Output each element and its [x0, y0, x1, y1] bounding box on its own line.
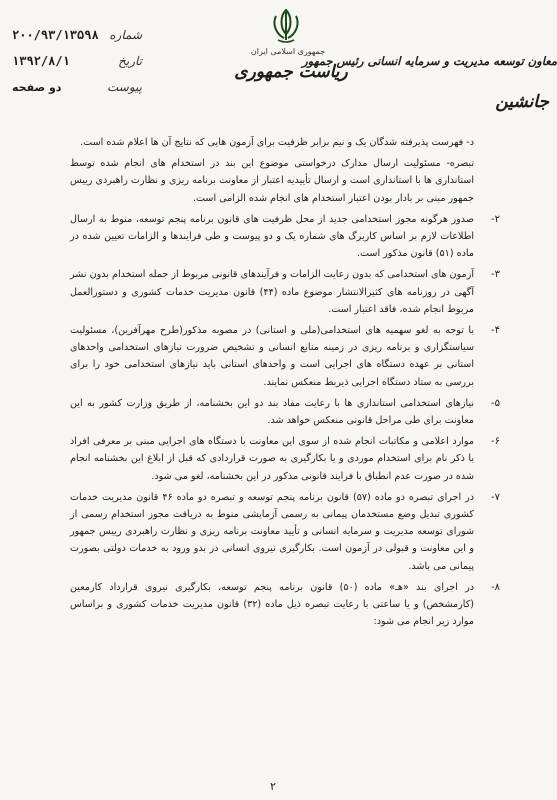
number-label: شماره: [109, 28, 142, 42]
date-value: ۱۳۹۲/۸/۱: [12, 54, 70, 68]
attachment-row: [12, 74, 142, 100]
paragraph: [70, 579, 500, 631]
paragraph: [70, 322, 500, 391]
paragraph: [70, 134, 500, 151]
paragraph-number: ۷-: [491, 491, 500, 503]
office-title: معاون توسعه مدیریت و سرمایه انسانی رئیس جمهور: [302, 54, 557, 68]
paragraph-number: [474, 134, 500, 151]
letter-meta: [12, 22, 142, 100]
paragraph: [70, 433, 500, 485]
paragraph-number: ۵-: [491, 397, 500, 409]
paragraph-number: ۳-: [491, 269, 500, 281]
paragraph: [70, 395, 500, 429]
paragraph: [70, 489, 500, 575]
paragraph: [70, 155, 500, 207]
paragraph-text: در اجرای بند «هـ» ماده (۵۰) قانون برنامه پنجم توسعه، بکارگیری نیروی قرارداد کارمعین (کارمشخص) و یا ساعتی با رعایت تبصره ذیل ماده (۳۲) قانون مدیریت خدمات کشوری و براساس موارد زیر انجام می شود:: [70, 581, 475, 628]
paragraph-text: آزمون های استخدامی که بدون رعایت الزامات و فرآیندهای قانونی مربوط از جمله استخدام بدون نشر آگهی در روزنامه های کثیرالانتشار موضوع ماده (۴۴) قانون مدیریت خدمات کشوری و دستورالعمل مربوط انجام شده، فاقد اعتبار است.: [70, 269, 474, 315]
attachment-value: دو صفحه: [12, 80, 62, 94]
paragraph-text: تبصره- مسئولیت ارسال مدارک درخواستی موضوع این بند در استخدام های انجام شده توسط استانداری ها با استانداری است و ارسال تأییدیه اعتبار از معاونت برنامه ریزی و نظارت راهبردی رییس جمهور مبنی بر بادار بودن اعتبار استخدام های انجام شده الزامی است.: [70, 158, 474, 204]
number-value: ۲۰۰/۹۳/۱۳۵۹۸: [12, 28, 99, 42]
paragraph-number: ۸-: [491, 581, 500, 593]
paragraph-number: ۴-: [491, 325, 500, 337]
paragraph-number: ۲-: [491, 213, 500, 225]
paragraph-text: در اجرای تبصره دو ماده (۵۷) قانون برنامه پنجم توسعه و تبصره دو ماده ۴۶ قانون مدیریت خدمات کشوری تبدیل وضع مستخدمان پیمانی به رسمی آزمایشی منوط به دریافت مجوز استخدام رسمی از شورای توسعه مدیریت و سرمایه انسانی و تأیید معاونت برنامه ریزی و نظارت راهبردی رییس جمهور و این معاونت و قبولی در آزمون است. بکارگیری نیروی انسانی در بدو ورود به خدمات دولتی بصورت پیمانی می باشد.: [70, 491, 474, 572]
paragraph: [70, 211, 500, 263]
date-label: تاریخ: [118, 54, 142, 68]
paragraph-text: با توجه به لغو سهمیه های استخدامی(ملی و استانی) در مصوبه مذکور(طرح مهرآفرین)، مسئولیت سیاستگزاری و برنامه ریزی در زمینه منابع انسانی و تشخیص ضرورت نیازهای استخدامی واحدهای استانی بر عهده دستگاه های اجرایی است و واحدهای استانی باید نیازهای استخدامی خود را برای بررسی به ستاد دستگاه اجرایی ذیربط منعکس نمایند.: [70, 325, 474, 388]
number-row: [12, 22, 142, 48]
paragraph-text: موارد اعلامی و مکاتبات انجام شده از سوی این معاونت با دستگاه های اجرایی مبنی بر معرفی افراد با ذکر نام برای استخدام موردی و یا بکارگیری به صورت قراردادی که قبل از ابلاغ این بخشنامه انجام شده در صورت عدم انطباق با فرایند قانونی مذکور در این بخشنامه، لغو می شود.: [70, 436, 474, 482]
paragraph-text: صدور هرگونه مجوز استخدامی جدید از محل ظرفیت های قانون برنامه پنجم توسعه، منوط به ارسال اطلاعات لازم بر اساس کاربرگ های شماره یک و دو پیوست و طی فرایندها و الزامات تعیین شده در ماده (۵۱) قانون مذکور است.: [70, 213, 474, 260]
letter-body: [70, 134, 500, 634]
paragraph-text: د- فهرست پذیرفته شدگان یک و نیم برابر ظرفیت برای آزمون هایی که نتایج آن ها اعلام شده است.: [80, 137, 474, 148]
republic-text: جمهوری اسلامی ایران: [250, 47, 326, 56]
presidency-text: ریاست جمهوری: [234, 62, 348, 82]
date-row: [12, 48, 142, 74]
paragraph: [70, 266, 500, 318]
page-number: ۲: [270, 780, 276, 793]
iran-emblem-icon: [266, 6, 306, 46]
deputy-title: جانشین: [495, 92, 549, 112]
paragraph-number: [474, 155, 500, 207]
attachment-label: پیوست: [107, 80, 142, 94]
paragraph-number: ۶-: [491, 436, 500, 448]
paragraph-text: نیازهای استخدامی استانداری ها با رعایت مفاد بند دو این بخشنامه، از طریق وزارت کشور به این معاونت برای طی مراحل قانونی منعکس خواهد شد.: [70, 397, 474, 427]
